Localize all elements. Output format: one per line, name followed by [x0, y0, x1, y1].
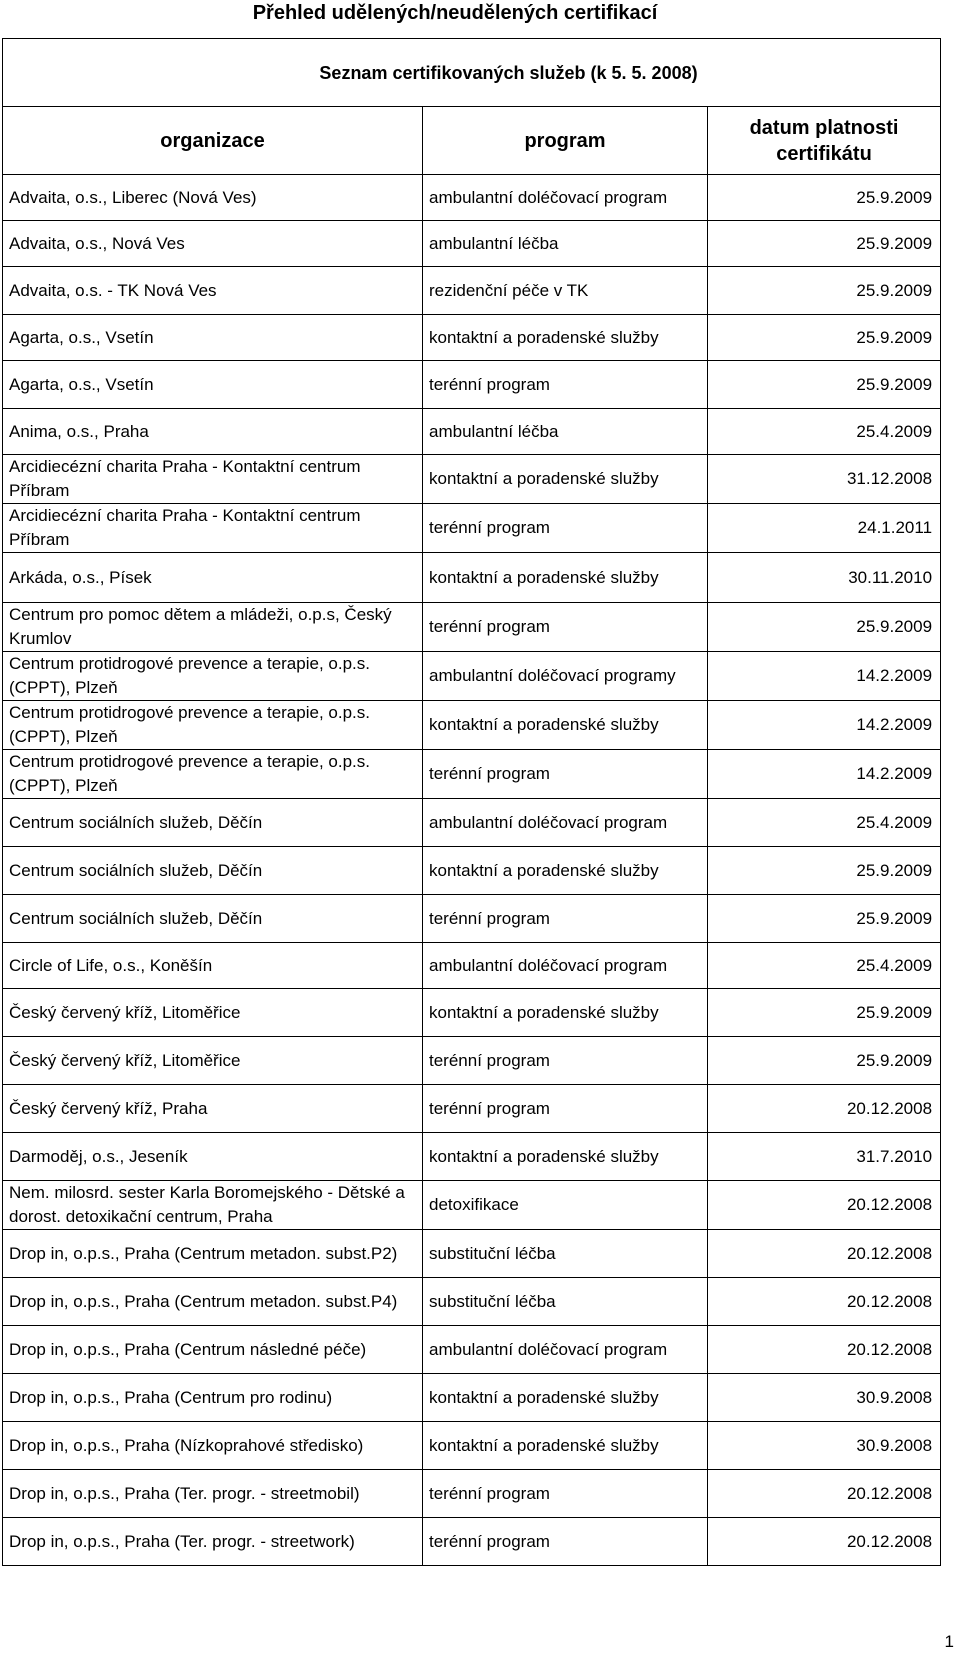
table-row	[3, 361, 941, 409]
table-row	[3, 409, 941, 455]
program-cell: ambulantní léčba	[423, 221, 708, 267]
validity-date-cell: 14.2.2009	[708, 652, 941, 701]
validity-date-cell: 30.9.2008	[708, 1374, 941, 1422]
table-row	[3, 1518, 941, 1566]
validity-date-cell: 14.2.2009	[708, 750, 941, 799]
header-row	[3, 107, 941, 175]
organization-cell: Centrum pro pomoc dětem a mládeži, o.p.s, Český Krumlov	[3, 603, 423, 652]
program-cell: terénní program	[423, 1518, 708, 1566]
validity-date-cell: 25.9.2009	[708, 175, 941, 221]
table-row	[3, 175, 941, 221]
validity-date-cell: 20.12.2008	[708, 1518, 941, 1566]
program-cell: terénní program	[423, 1470, 708, 1518]
table-row	[3, 1181, 941, 1230]
validity-date-cell: 20.12.2008	[708, 1470, 941, 1518]
program-cell: terénní program	[423, 1085, 708, 1133]
organization-cell: Drop in, o.p.s., Praha (Ter. progr. - streetmobil)	[3, 1470, 423, 1518]
organization-cell: Arcidiecézní charita Praha - Kontaktní centrum Příbram	[3, 455, 423, 504]
program-cell: kontaktní a poradenské služby	[423, 553, 708, 603]
table-row	[3, 1230, 941, 1278]
program-cell: kontaktní a poradenské služby	[423, 701, 708, 750]
validity-date-cell: 20.12.2008	[708, 1085, 941, 1133]
program-cell: terénní program	[423, 1037, 708, 1085]
program-cell: kontaktní a poradenské služby	[423, 1374, 708, 1422]
organization-cell: Centrum protidrogové prevence a terapie, o.p.s. (CPPT), Plzeň	[3, 652, 423, 701]
organization-cell: Advaita, o.s., Liberec (Nová Ves)	[3, 175, 423, 221]
organization-cell: Drop in, o.p.s., Praha (Ter. progr. - streetwork)	[3, 1518, 423, 1566]
validity-date-cell: 25.9.2009	[708, 361, 941, 409]
validity-date-cell: 20.12.2008	[708, 1181, 941, 1230]
validity-date-cell: 20.12.2008	[708, 1230, 941, 1278]
table-row	[3, 1133, 941, 1181]
validity-date-cell: 25.9.2009	[708, 267, 941, 315]
program-cell: substituční léčba	[423, 1278, 708, 1326]
program-cell: ambulantní doléčovací program	[423, 175, 708, 221]
table-row	[3, 455, 941, 504]
validity-date-cell: 25.4.2009	[708, 799, 941, 847]
table-row	[3, 315, 941, 361]
organization-cell: Český červený kříž, Praha	[3, 1085, 423, 1133]
organization-cell: Drop in, o.p.s., Praha (Nízkoprahové středisko)	[3, 1422, 423, 1470]
table-row	[3, 895, 941, 943]
table-row	[3, 799, 941, 847]
program-cell: ambulantní doléčovací programy	[423, 652, 708, 701]
program-cell: terénní program	[423, 361, 708, 409]
page-number: 1	[944, 1632, 954, 1651]
organization-cell: Centrum protidrogové prevence a terapie, o.p.s. (CPPT), Plzeň	[3, 701, 423, 750]
table-row	[3, 1085, 941, 1133]
validity-date-cell: 24.1.2011	[708, 504, 941, 553]
organization-cell: Centrum sociálních služeb, Děčín	[3, 895, 423, 943]
table-row	[3, 1278, 941, 1326]
column-header-organization: organizace	[3, 107, 423, 175]
validity-date-cell: 30.11.2010	[708, 553, 941, 603]
program-cell: terénní program	[423, 750, 708, 799]
validity-date-cell: 25.9.2009	[708, 895, 941, 943]
validity-date-cell: 20.12.2008	[708, 1326, 941, 1374]
program-cell: ambulantní doléčovací program	[423, 1326, 708, 1374]
organization-cell: Arcidiecézní charita Praha - Kontaktní centrum Příbram	[3, 504, 423, 553]
validity-date-cell: 25.4.2009	[708, 943, 941, 989]
validity-date-cell: 31.12.2008	[708, 455, 941, 504]
organization-cell: Nem. milosrd. sester Karla Boromejského - Dětské a dorost. detoxikační centrum, Praha	[3, 1181, 423, 1230]
program-cell: terénní program	[423, 603, 708, 652]
validity-date-cell: 25.9.2009	[708, 989, 941, 1037]
validity-date-cell: 20.12.2008	[708, 1278, 941, 1326]
table-row	[3, 603, 941, 652]
validity-date-cell: 25.9.2009	[708, 221, 941, 267]
program-cell: terénní program	[423, 895, 708, 943]
validity-date-cell: 30.9.2008	[708, 1422, 941, 1470]
program-cell: kontaktní a poradenské služby	[423, 989, 708, 1037]
program-cell: ambulantní doléčovací program	[423, 943, 708, 989]
program-cell: kontaktní a poradenské služby	[423, 315, 708, 361]
table-row	[3, 989, 941, 1037]
program-cell: kontaktní a poradenské služby	[423, 847, 708, 895]
organization-cell: Agarta, o.s., Vsetín	[3, 361, 423, 409]
table-row	[3, 1326, 941, 1374]
table-row	[3, 847, 941, 895]
validity-date-cell: 31.7.2010	[708, 1133, 941, 1181]
organization-cell: Advaita, o.s., Nová Ves	[3, 221, 423, 267]
table-row	[3, 504, 941, 553]
table-row	[3, 750, 941, 799]
organization-cell: Drop in, o.p.s., Praha (Centrum následné péče)	[3, 1326, 423, 1374]
organization-cell: Český červený kříž, Litoměřice	[3, 989, 423, 1037]
organization-cell: Advaita, o.s. - TK Nová Ves	[3, 267, 423, 315]
column-header-validity-date: datum platnosti certifikátu	[708, 107, 941, 175]
organization-cell: Drop in, o.p.s., Praha (Centrum metadon. subst.P4)	[3, 1278, 423, 1326]
organization-cell: Arkáda, o.s., Písek	[3, 553, 423, 603]
document-title: Přehled udělených/neudělených certifikací	[252, 2, 658, 24]
program-cell: substituční léčba	[423, 1230, 708, 1278]
validity-date-cell: 25.4.2009	[708, 409, 941, 455]
table-row	[3, 1037, 941, 1085]
table-row	[3, 1470, 941, 1518]
table-row	[3, 943, 941, 989]
program-cell: ambulantní doléčovací program	[423, 799, 708, 847]
organization-cell: Centrum protidrogové prevence a terapie, o.p.s. (CPPT), Plzeň	[3, 750, 423, 799]
program-cell: detoxifikace	[423, 1181, 708, 1230]
table-row	[3, 701, 941, 750]
organization-cell: Český červený kříž, Litoměřice	[3, 1037, 423, 1085]
table-row	[3, 1422, 941, 1470]
organization-cell: Centrum sociálních služeb, Děčín	[3, 799, 423, 847]
column-header-program: program	[423, 107, 708, 175]
table-row	[3, 267, 941, 315]
program-cell: rezidenční péče v TK	[423, 267, 708, 315]
validity-date-cell: 25.9.2009	[708, 315, 941, 361]
program-cell: terénní program	[423, 504, 708, 553]
organization-cell: Circle of Life, o.s., Koněšín	[3, 943, 423, 989]
organization-cell: Drop in, o.p.s., Praha (Centrum metadon. subst.P2)	[3, 1230, 423, 1278]
certification-table	[2, 38, 941, 1566]
validity-date-cell: 14.2.2009	[708, 701, 941, 750]
program-cell: ambulantní léčba	[423, 409, 708, 455]
validity-date-cell: 25.9.2009	[708, 847, 941, 895]
organization-cell: Agarta, o.s., Vsetín	[3, 315, 423, 361]
organization-cell: Darmoděj, o.s., Jeseník	[3, 1133, 423, 1181]
validity-date-cell: 25.9.2009	[708, 1037, 941, 1085]
table-row	[3, 221, 941, 267]
table-row	[3, 553, 941, 603]
subtitle-row	[3, 39, 941, 107]
organization-cell: Drop in, o.p.s., Praha (Centrum pro rodinu)	[3, 1374, 423, 1422]
program-cell: kontaktní a poradenské služby	[423, 1422, 708, 1470]
table-row	[3, 1374, 941, 1422]
table-row	[3, 652, 941, 701]
program-cell: kontaktní a poradenské služby	[423, 455, 708, 504]
program-cell: kontaktní a poradenské služby	[423, 1133, 708, 1181]
organization-cell: Centrum sociálních služeb, Děčín	[3, 847, 423, 895]
table-subtitle: Seznam certifikovaných služeb (k 5. 5. 2008)	[3, 39, 941, 107]
validity-date-cell: 25.9.2009	[708, 603, 941, 652]
organization-cell: Anima, o.s., Praha	[3, 409, 423, 455]
